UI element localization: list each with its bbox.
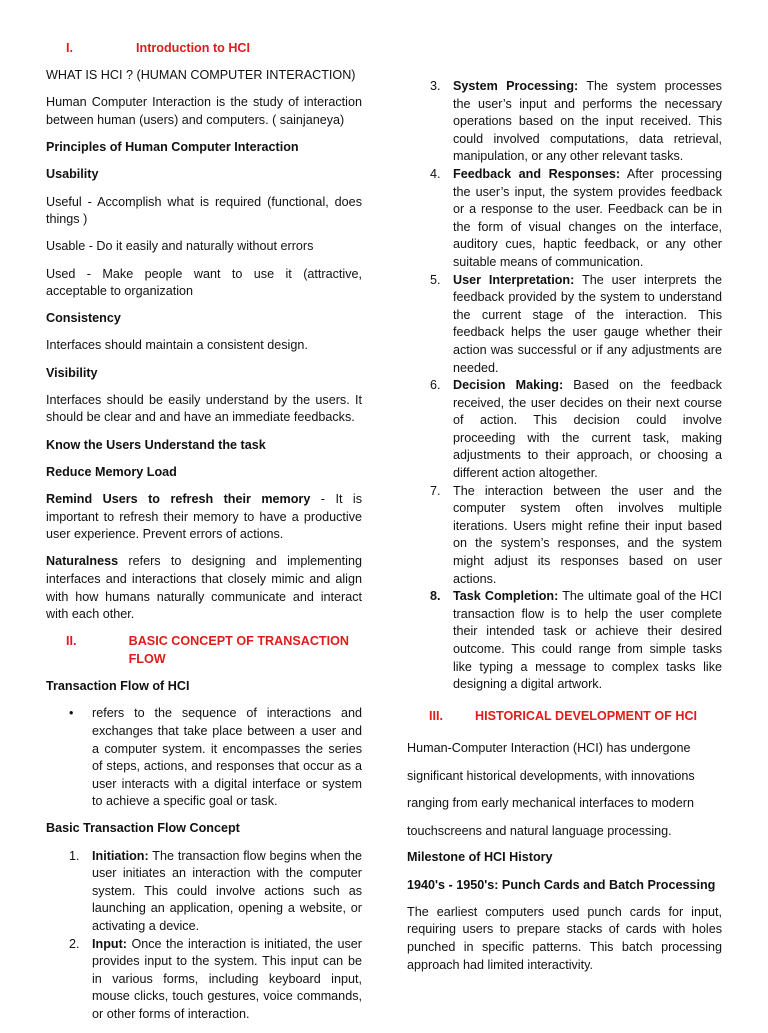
hci-definition: Human Computer Interaction is the study of interaction between human (users) and computers. ( sainjaneya) bbox=[46, 95, 362, 127]
section-number: II. bbox=[66, 634, 77, 649]
know-users-title: Know the Users Understand the task bbox=[46, 437, 266, 452]
milestone-title: Milestone of HCI History bbox=[407, 850, 553, 865]
step-text bbox=[453, 78, 722, 166]
consistency-title: Consistency bbox=[46, 311, 121, 326]
list-item bbox=[407, 166, 722, 272]
section-heading-3 bbox=[407, 708, 722, 726]
section-title: Introduction to HCI bbox=[136, 41, 251, 55]
transaction-flow-title: Transaction Flow of HCI bbox=[46, 679, 190, 694]
list-item bbox=[407, 272, 722, 378]
list-item bbox=[46, 705, 362, 811]
step-number: 8. bbox=[430, 589, 441, 604]
list-item bbox=[46, 936, 362, 1024]
step-number: 3. bbox=[430, 79, 441, 93]
section-title: HISTORICAL DEVELOPMENT OF HCI bbox=[475, 708, 698, 723]
usable-text: Usable - Do it easily and naturally without errors bbox=[46, 239, 314, 254]
step-text bbox=[453, 377, 722, 483]
step-bold: Decision Making: bbox=[453, 378, 564, 393]
naturalness-bold: Naturalness bbox=[46, 554, 119, 569]
step-bold: User Interpretation: bbox=[453, 272, 575, 287]
principles-title: Principles of Human Computer Interaction bbox=[46, 140, 299, 155]
visibility-text: Interfaces should be easily understand by the users. It should be clear and and have an immediate feedbacks. bbox=[46, 392, 362, 425]
history-intro-line: Human-Computer Interaction (HCI) has undergone bbox=[407, 740, 691, 755]
section-heading-2 bbox=[46, 633, 362, 668]
history-intro-line: ranging from early mechanical interfaces to modern bbox=[407, 796, 694, 811]
list-item bbox=[407, 377, 722, 483]
consistency-text: Interfaces should maintain a consistent design. bbox=[46, 338, 308, 353]
era-title: 1940's - 1950's: Punch Cards and Batch Processing bbox=[407, 877, 716, 892]
step-bold: Initiation: bbox=[92, 848, 149, 863]
step-body: The ultimate goal of the HCI transaction flow is to help the user complete their intended task or achieve their desired outcome. This could range from simple tasks like typing a message to complex tasks like designing a digital artwork. bbox=[453, 589, 722, 692]
left-column bbox=[46, 40, 362, 1033]
step-number: 5. bbox=[430, 272, 441, 287]
step-body: After processing the user’s input, the system provides feedback or a response to the user. Feedback can be in the form of visual changes on the interface, auditory cues, haptic feedback, or any other suitable means of communication. bbox=[453, 166, 722, 269]
step-bold: Task Completion: bbox=[453, 589, 559, 604]
basic-flow-title: Basic Transaction Flow Concept bbox=[46, 821, 240, 836]
what-is-hci: WHAT IS HCI ? (HUMAN COMPUTER INTERACTION) bbox=[46, 68, 356, 83]
step-number: 6. bbox=[430, 378, 441, 393]
remind-paragraph bbox=[46, 491, 362, 544]
step-number: 4. bbox=[430, 166, 441, 181]
list-item bbox=[407, 483, 722, 589]
step-bold: System Processing: bbox=[453, 79, 579, 93]
visibility-title: Visibility bbox=[46, 365, 98, 380]
step-text bbox=[453, 272, 722, 378]
usability-title: Usability bbox=[46, 167, 99, 182]
era-text: The earliest computers used punch cards for input, requiring users to prepare stacks of cards with holes punched in specific patterns. This batch processing approach had limited interactivity. bbox=[407, 904, 722, 972]
steps-list bbox=[407, 78, 722, 694]
section-title: BASIC CONCEPT OF TRANSACTION FLOW bbox=[128, 634, 349, 666]
list-item bbox=[46, 848, 362, 936]
step-body: The transaction flow begins when the user initiates an interaction with the computer system. This could involve actions such as launching an application, opening a website, or activating a device. bbox=[92, 848, 362, 934]
naturalness-paragraph bbox=[46, 553, 362, 623]
history-intro-line: significant historical developments, with innovations bbox=[407, 768, 695, 783]
reduce-memory-title: Reduce Memory Load bbox=[46, 464, 177, 479]
step-number: 1. bbox=[69, 848, 80, 863]
section-heading-1 bbox=[46, 40, 362, 58]
bullet-marker: • bbox=[69, 706, 74, 721]
step-text bbox=[453, 588, 722, 694]
remind-bold: Remind Users to refresh their memory bbox=[46, 492, 311, 506]
list-item bbox=[407, 78, 722, 166]
step-number: 2. bbox=[69, 936, 80, 951]
section-number: III. bbox=[429, 708, 443, 723]
useful-text: Useful - Accomplish what is required (functional, does things ) bbox=[46, 194, 362, 227]
used-text: Used - Make people want to use it (attractive, acceptable to organization bbox=[46, 266, 362, 299]
right-column-steps bbox=[407, 78, 722, 984]
step-text bbox=[453, 483, 722, 589]
section-number: I. bbox=[66, 41, 73, 55]
step-text bbox=[92, 936, 362, 1024]
step-bold: Input: bbox=[92, 936, 127, 951]
history-intro-line: touchscreens and natural language processing. bbox=[407, 823, 672, 838]
step-text bbox=[92, 848, 362, 936]
step-body: The system processes the user’s input and performs the necessary operations based on the input received. This could involved computations, data retrieval, manipulation, or any other relevant tasks. bbox=[453, 79, 722, 164]
step-text bbox=[453, 166, 722, 272]
step-body: Once the interaction is initiated, the user provides input to the system. This input can be in various forms, including keyboard input, mouse clicks, touch gestures, voice commands, or other forms of interaction. bbox=[92, 936, 362, 1021]
remind-text: - It is important to refresh their memory to have a productive user experience. Prevent errors of actions. bbox=[46, 492, 362, 542]
bullet-text: refers to the sequence of interactions and exchanges that take place between a user and a computer system. it encompasses the series of steps, actions, and responses that occur as a user interacts with a digital interface or system to achieve a specific goal or task. bbox=[92, 706, 362, 809]
step-body: The interaction between the user and the computer system often involves multiple iterations. Users might refine their input based on the system’s responses, and the system might adjust its responses based on user actions. bbox=[453, 483, 722, 586]
list-item bbox=[407, 588, 722, 694]
naturalness-text: refers to designing and implementing interfaces and interactions that closely mimic and align with how humans naturally communicate and interact with each other. bbox=[46, 554, 362, 622]
step-body: The user interprets the feedback provided by the system to understand the current stage of the interaction. This feedback helps the user gauge whether their action was successful or if any adjustments are needed. bbox=[453, 272, 722, 375]
step-body: Based on the feedback received, the user decides on their next course of action. This decision could involve proceeding with the current task, making adjustments to their approach, or choosing a different action altogether. bbox=[453, 378, 722, 481]
step-bold: Feedback and Responses: bbox=[453, 166, 621, 181]
steps-list-left bbox=[46, 848, 362, 1024]
transaction-flow-list bbox=[46, 705, 362, 811]
step-number: 7. bbox=[430, 483, 441, 498]
